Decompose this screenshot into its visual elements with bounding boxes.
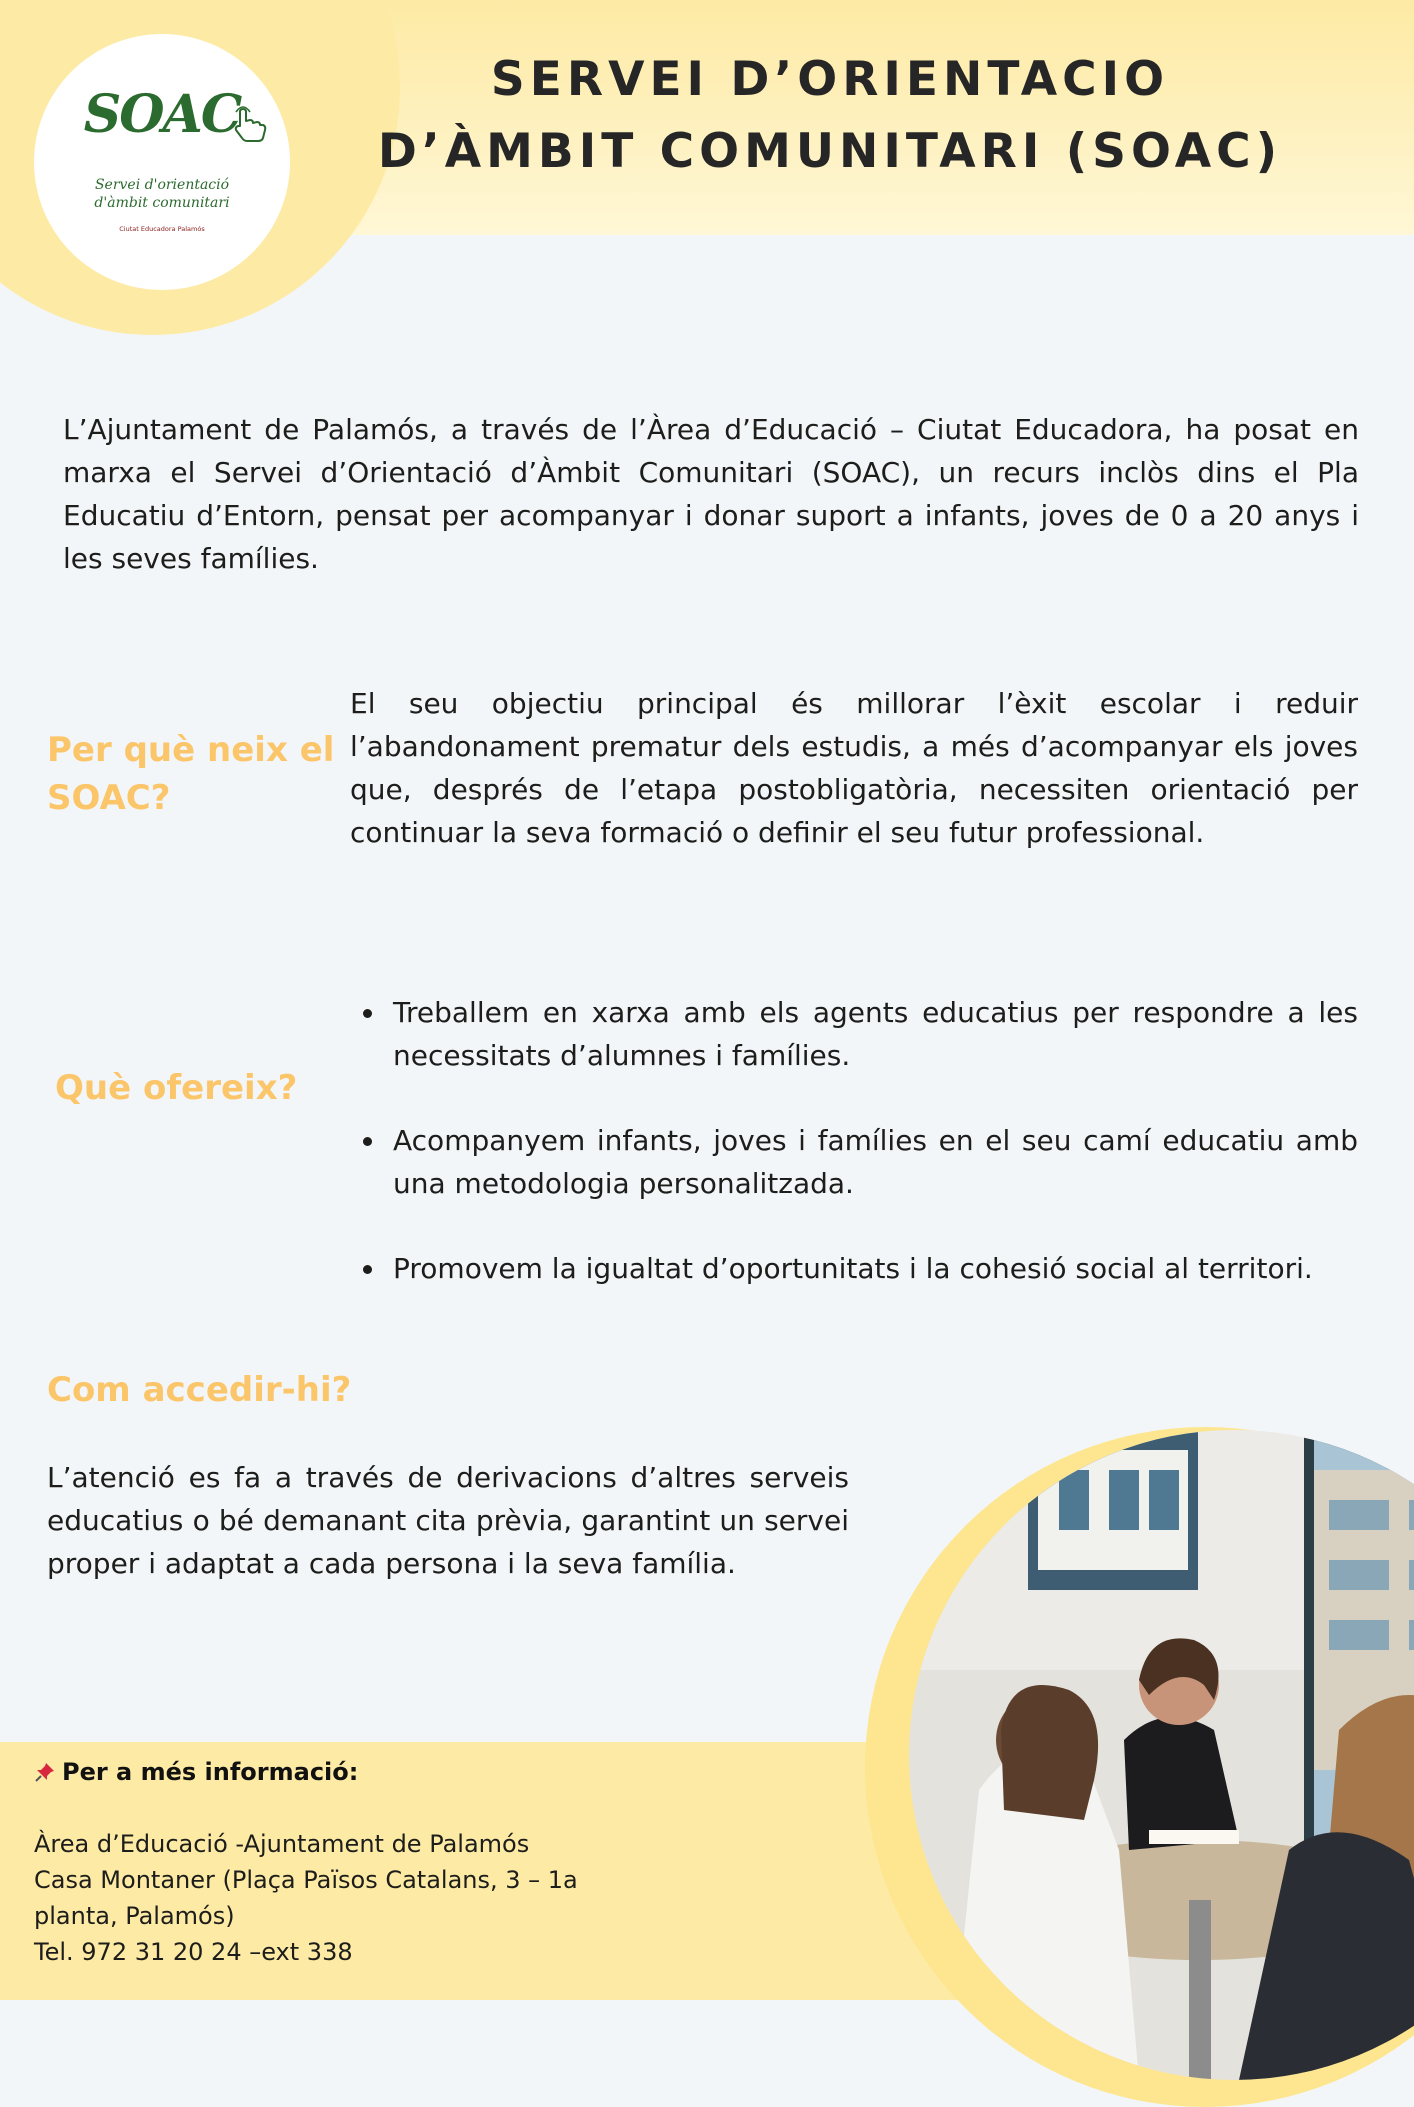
intro-paragraph: L’Ajuntament de Palamós, a través de l’Àrea d’Educació – Ciutat Educadora, ha posat en marxa el Servei d’Orientació d’Àmbit Comunitari (SOAC), un recurs inclòs dins el Pla Educatiu d’Entorn, pensat per acompanyar i donar suport a infants, joves de 0 a 20 anys i les seves famílies. xyxy=(63,413,1359,575)
contact-line: Àrea d’Educació -Ajuntament de Palamós xyxy=(34,1830,530,1858)
offer-heading: Què ofereix? xyxy=(55,1068,298,1108)
bullet-icon xyxy=(363,1265,372,1274)
hand-pointer-icon xyxy=(230,104,270,144)
page-title xyxy=(330,44,1330,188)
list-item xyxy=(350,1119,1358,1205)
list-item xyxy=(350,991,1358,1077)
bullet-icon xyxy=(363,1137,372,1146)
title-line-2: D’ÀMBIT COMUNITARI (SOAC) xyxy=(377,124,1283,179)
why-paragraph: El seu objectiu principal és millorar l’èxit escolar i reduir l’abandonament prematur dels estudis, a més d’acompanyar els joves que, després de l’etapa postobligatòria, necessiten orientació per continuar la seva formació o definir el seu futur professional. xyxy=(350,687,1358,849)
logo-subtitle: Servei d'orientació d'àmbit comunitari xyxy=(94,177,230,211)
offer-item-text: Treballem en xarxa amb els agents educatius per respondre a les necessitats d’alumnes i famílies. xyxy=(393,996,1358,1072)
list-item xyxy=(350,1247,1358,1290)
offer-item-text: Promovem la igualtat d’oportunitats i la cohesió social al territori. xyxy=(393,1252,1313,1285)
contact-line: Tel. 972 31 20 24 –ext 338 xyxy=(34,1938,353,1966)
soac-logo xyxy=(34,34,290,290)
bullet-icon xyxy=(363,1009,372,1018)
offer-list xyxy=(350,991,1358,1332)
logo-tagline: Ciutat Educadora Palamós xyxy=(119,225,205,233)
why-heading: Per què neix el SOAC? xyxy=(47,730,335,818)
contact-line: Casa Montaner (Plaça Països Catalans, 3 – 1a xyxy=(34,1866,578,1894)
offer-item-text: Acompanyem infants, joves i famílies en el seu camí educatiu amb una metodologia personalitzada. xyxy=(393,1124,1358,1200)
pushpin-icon xyxy=(34,1761,56,1783)
logo-mark: SOAC xyxy=(83,84,241,145)
contact-info xyxy=(34,1826,684,1970)
info-title-text: Per a més informació: xyxy=(62,1758,359,1786)
contact-line: planta, Palamós) xyxy=(34,1902,235,1930)
access-paragraph: L’atenció es fa a través de derivacions d’altres serveis educatius o bé demanant cita prèvia, garantint un servei proper i adaptat a cada persona i la seva família. xyxy=(47,1461,849,1580)
access-heading: Com accedir-hi? xyxy=(47,1370,352,1410)
title-line-1: SERVEI D’ORIENTACIO xyxy=(490,52,1170,107)
info-title xyxy=(34,1752,358,1792)
